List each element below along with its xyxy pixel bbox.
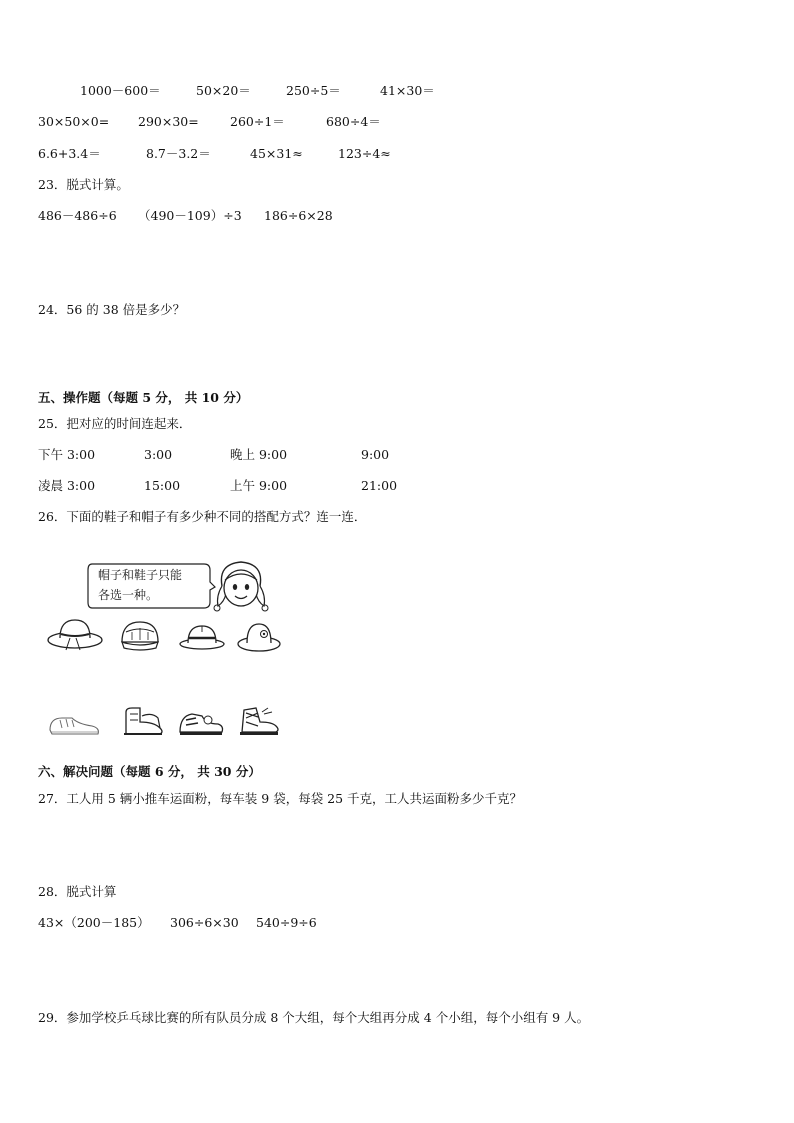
q26-title: 26．下面的鞋子和帽子有多少种不同的搭配方式？连一连． <box>38 509 367 524</box>
q25-r1-4: 9:00 <box>361 447 390 462</box>
q23-item-2: （490－109）÷3 <box>138 208 242 223</box>
q23-item-1: 486－486÷6 <box>38 208 117 223</box>
calc-2-1: 30×50×0= <box>38 114 110 129</box>
q28-item-2: 306÷6×30 <box>170 915 239 930</box>
shoe-boot-icon <box>118 704 166 738</box>
bubble-line-1: 帽子和鞋子只能 <box>98 568 183 582</box>
calc-1-1: 1000－600＝ <box>80 83 161 98</box>
q28-item-1: 43×（200－185） <box>38 915 150 930</box>
q23-item-3: 186÷6×28 <box>264 208 333 223</box>
calc-2-4: 680÷4＝ <box>326 114 381 129</box>
q25-r2-2: 15:00 <box>144 478 181 493</box>
q28-item-3: 540÷9÷6 <box>256 915 317 930</box>
calc-3-3: 45×31≈ <box>250 146 303 161</box>
calc-2-3: 260÷1＝ <box>230 114 285 129</box>
q25-title: 25．把对应的时间连起来． <box>38 416 192 431</box>
shoe-hiking-icon <box>176 706 226 738</box>
q25-r1-1: 下午 3:00 <box>38 447 96 462</box>
q25-r1-3: 晚上 9:00 <box>230 447 288 462</box>
shoe-hightop-icon <box>236 704 282 738</box>
q25-r1-2: 3:00 <box>144 447 173 462</box>
q27-title: 27．工人用 5 辆小推车运面粉，每车装 9 袋，每袋 25 千克，工人共运面粉多少千克？ <box>38 791 523 806</box>
q25-r2-3: 上午 9:00 <box>230 478 288 493</box>
q23-title: 23．脱式计算。 <box>38 177 129 192</box>
q24-title: 24．56 的 38 倍是多少？ <box>38 302 186 317</box>
q29-title: 29．参加学校乒乓球比赛的所有队员分成 8 个大组，每个大组再分成 4 个小组，每个小组有 9 人。 <box>38 1010 590 1025</box>
calc-1-3: 250÷5＝ <box>286 83 341 98</box>
calc-1-4: 41×30＝ <box>380 83 435 98</box>
girl-icon <box>212 556 270 614</box>
shoe-sneaker-icon <box>46 710 102 738</box>
calc-3-2: 8.7－3.2＝ <box>146 146 211 161</box>
calc-3-1: 6.6+3.4＝ <box>38 146 101 161</box>
hat-flower-icon <box>236 618 282 654</box>
section5-heading: 五、操作题（每题 5 分， 共 10 分） <box>38 390 249 405</box>
hat-fedora-icon <box>178 620 226 652</box>
hat-sunhat-icon <box>46 616 104 656</box>
q25-r2-1: 凌晨 3:00 <box>38 478 96 493</box>
hat-cap-icon <box>118 618 162 654</box>
q25-r2-4: 21:00 <box>361 478 398 493</box>
section6-heading: 六、解决问题（每题 6 分， 共 30 分） <box>38 764 261 779</box>
calc-1-2: 50×20＝ <box>196 83 251 98</box>
bubble-line-2: 各选一种。 <box>98 588 159 602</box>
calc-2-2: 290×30= <box>138 114 199 129</box>
calc-3-4: 123÷4≈ <box>338 146 391 161</box>
q28-title: 28．脱式计算 <box>38 884 117 899</box>
